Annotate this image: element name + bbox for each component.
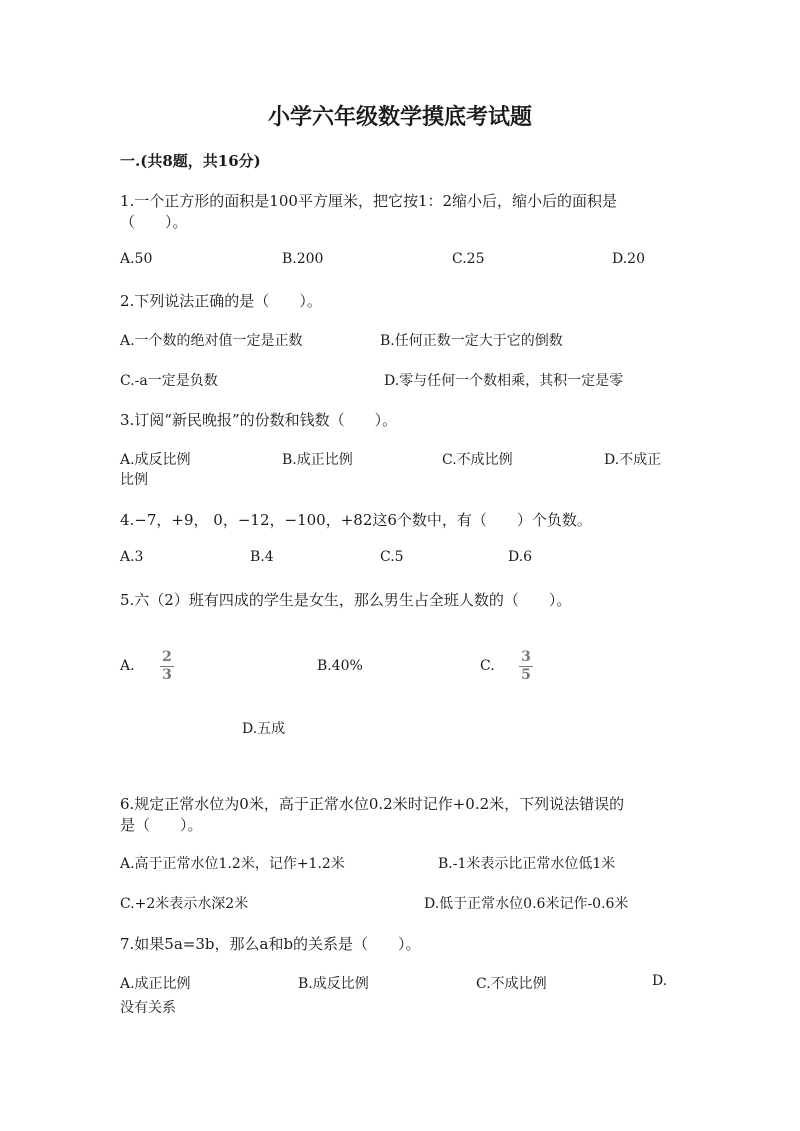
question-6-text-cont: 是（ ）。 (120, 816, 203, 834)
question-3-option-a: A.成反比例 (120, 452, 191, 468)
question-6-option-c: C.+2米表示水深2米 (120, 896, 249, 912)
question-2-option-c: C.-a一定是负数 (120, 373, 218, 389)
question-2-option-b: B.任何正数一定大于它的倒数 (380, 333, 563, 349)
question-4-option-d: D.6 (508, 549, 533, 565)
question-1-text-cont: （ ）。 (120, 213, 188, 231)
question-6-option-d: D.低于正常水位0.6米记作-0.6米 (424, 896, 629, 912)
question-3-option-d-cont: 比例 (120, 472, 148, 488)
question-7-option-d-cont: 没有关系 (120, 1000, 176, 1016)
question-4-text: 4.−7，+9， 0，−12，−100，+82这6个数中，有（ ）个负数。 (120, 511, 592, 529)
question-5-text: 5.六（2）班有四成的学生是女生，那么男生占全班人数的（ ）。 (120, 591, 572, 609)
question-1-option-c: C.25 (452, 251, 485, 267)
fraction-numerator: 3 (521, 649, 531, 665)
fraction-two-thirds (160, 650, 174, 683)
question-1-option-a: A.50 (120, 251, 153, 267)
fraction-denominator: 5 (521, 667, 531, 683)
section-heading: 一.(共8题，共16分) (120, 152, 261, 170)
question-2-text: 2.下列说法正确的是（ ）。 (120, 292, 322, 310)
fraction-denominator: 3 (162, 667, 172, 683)
question-4-option-a: A.3 (120, 549, 144, 565)
question-5-option-a: A. (120, 658, 135, 674)
question-5-option-d: D.五成 (242, 721, 286, 737)
question-3-text: 3.订阅“新民晚报”的份数和钱数（ ）。 (120, 411, 398, 429)
question-6-option-a: A.高于正常水位1.2米，记作+1.2米 (120, 856, 345, 872)
question-1-option-b: B.200 (282, 251, 324, 267)
fraction-numerator: 2 (162, 649, 172, 665)
question-3-option-b: B.成正比例 (282, 452, 353, 468)
question-7-option-a: A.成正比例 (120, 976, 191, 992)
question-2-option-a: A.一个数的绝对值一定是正数 (120, 333, 303, 349)
question-6-text: 6.规定正常水位为0米，高于正常水位0.2米时记作+0.2米，下列说法错误的 (120, 795, 625, 813)
question-4-option-b: B.4 (250, 549, 274, 565)
question-7-text: 7.如果5a=3b，那么a和b的关系是（ ）。 (120, 935, 421, 953)
fraction-three-fifths (519, 650, 533, 683)
question-5-option-b: B.40% (317, 658, 363, 674)
question-3-option-c: C.不成比例 (442, 452, 513, 468)
question-5-option-c: C. (480, 658, 495, 674)
question-1-option-d: D.20 (612, 251, 645, 267)
page-title: 小学六年级数学摸底考试题 (267, 104, 532, 130)
question-2-option-d: D.零与任何一个数相乘，其积一定是零 (384, 373, 624, 389)
question-6-option-b: B.-1米表示比正常水位低1米 (438, 856, 616, 872)
question-7-option-c: C.不成比例 (476, 976, 547, 992)
question-3-option-d: D.不成正 (604, 452, 662, 468)
question-1-text: 1.一个正方形的面积是100平方厘米，把它按1：2缩小后，缩小后的面积是 (120, 192, 618, 210)
question-7-option-b: B.成反比例 (298, 976, 369, 992)
question-4-option-c: C.5 (380, 549, 404, 565)
question-7-option-d: D. (652, 973, 668, 989)
